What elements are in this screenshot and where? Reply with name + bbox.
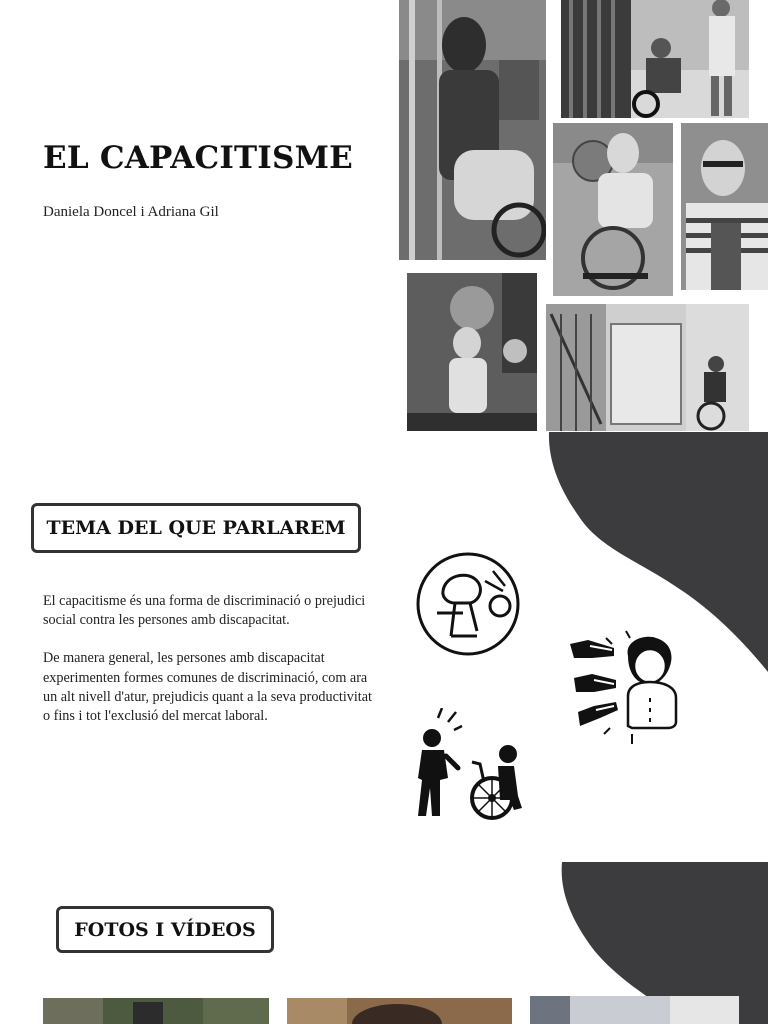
photo-man-glasses bbox=[681, 123, 768, 290]
topic-paragraph: El capacitisme és una forma de discriminació o prejudici social contra les persones amb discapacitat. bbox=[43, 593, 366, 629]
video-thumbnail[interactable] bbox=[287, 998, 512, 1024]
photo-child-ball bbox=[407, 273, 537, 431]
authors-line: Daniela Doncel i Adriana Gil bbox=[43, 204, 219, 220]
page-title: EL CAPACITISME bbox=[43, 140, 353, 176]
photo-stair-lift bbox=[546, 304, 749, 431]
topic-body bbox=[43, 592, 373, 745]
topic-heading: TEMA DEL QUE PARLAREM bbox=[46, 517, 346, 539]
person-and-wheelchair-user-icon bbox=[410, 708, 526, 822]
video-thumbnail[interactable] bbox=[43, 998, 269, 1024]
pointing-hands-icon bbox=[566, 626, 686, 748]
photo-library-wheelchair bbox=[561, 0, 749, 118]
video-thumbnail[interactable] bbox=[530, 996, 739, 1024]
wheelchair-athlete-icon bbox=[415, 551, 521, 657]
topic-heading-box bbox=[31, 503, 361, 553]
photo-woman-crutches bbox=[399, 0, 546, 260]
topic-paragraph: De manera general, les persones amb discapacitat experimenten formes comunes de discriminació, com ara un alt nivell d'atur, prejudicis quant a la seva productivitat o fins i tot l'exclusió del mercat laboral. bbox=[43, 650, 372, 725]
media-heading-box bbox=[56, 906, 274, 953]
media-heading: FOTOS I VÍDEOS bbox=[74, 918, 256, 941]
photo-basketball-player bbox=[553, 123, 673, 296]
